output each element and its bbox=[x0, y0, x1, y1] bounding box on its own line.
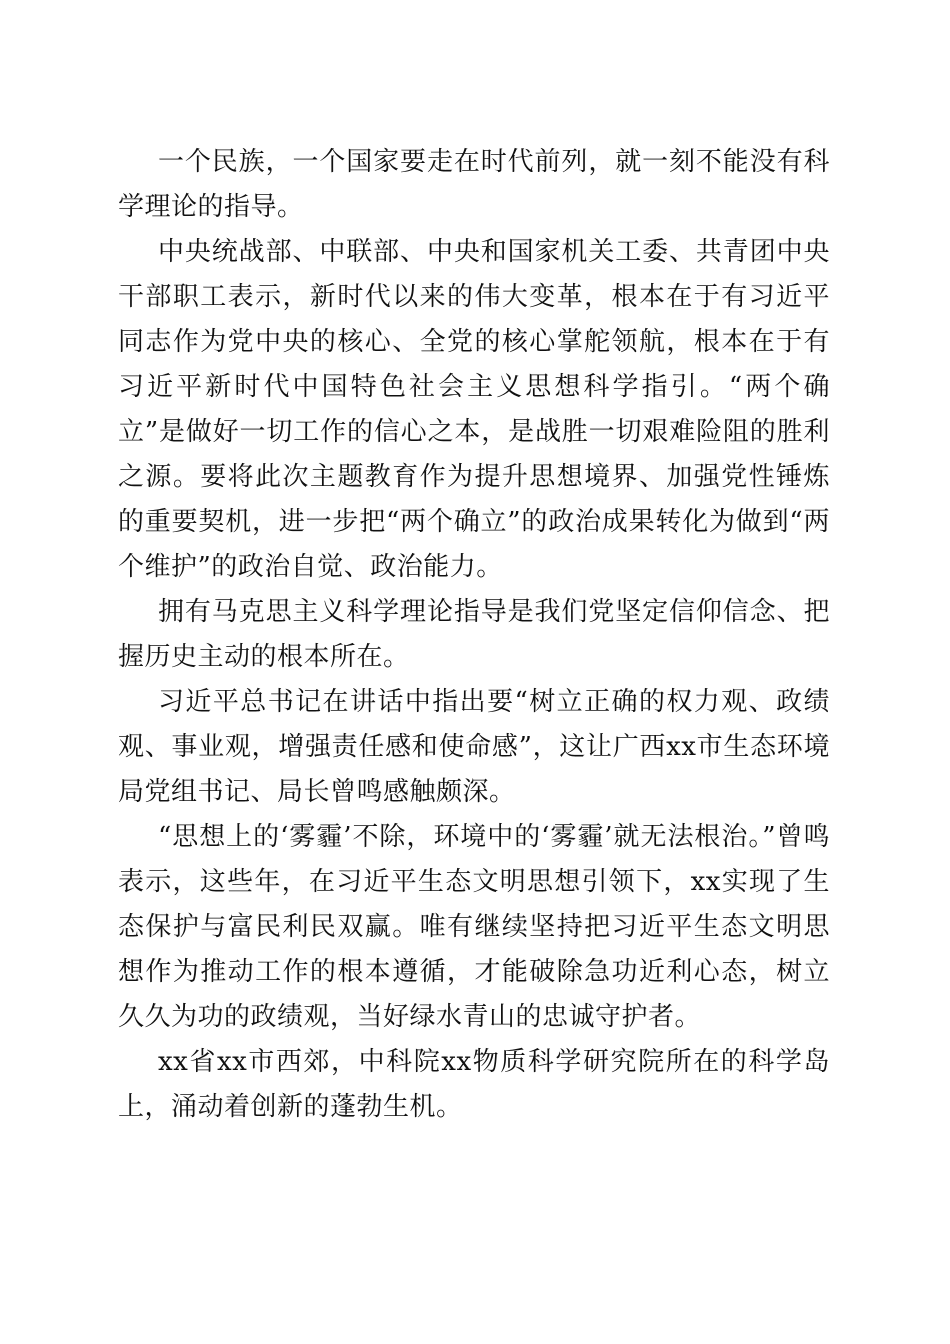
document-body bbox=[118, 140, 830, 1130]
paragraph-6: xx省xx市西郊，中科院xx物质科学研究院所在的科学岛上，涌动着创新的蓬勃生机。 bbox=[118, 1047, 830, 1122]
paragraph-5: “思想上的‘雾霾’不除，环境中的‘雾霾’就无法根治。”曾鸣表示，这些年，在习近平生态文明思想引领下，xx实现了生态保护与富民利民双赢。唯有继续坚持把习近平生态文明思想作为推动工作的根本遵循，才能破除急功近利心态，树立久久为功的政绩观，当好绿水青山的忠诚守护者。 bbox=[118, 822, 830, 1032]
paragraph-3: 拥有马克思主义科学理论指导是我们党坚定信仰信念、把握历史主动的根本所在。 bbox=[118, 597, 830, 672]
paragraph-1: 一个民族，一个国家要走在时代前列，就一刻不能没有科学理论的指导。 bbox=[118, 147, 830, 222]
paragraph-4: 习近平总书记在讲话中指出要“树立正确的权力观、政绩观、事业观，增强责任感和使命感”，这让广西xx市生态环境局党组书记、局长曾鸣感触颇深。 bbox=[118, 687, 830, 807]
paragraph-2: 中央统战部、中联部、中央和国家机关工委、共青团中央干部职工表示，新时代以来的伟大变革，根本在于有习近平同志作为党中央的核心、全党的核心掌舵领航，根本在于有习近平新时代中国特色社会主义思想科学指引。“两个确立”是做好一切工作的信心之本，是战胜一切艰难险阻的胜利之源。要将此次主题教育作为提升思想境界、加强党性锤炼的重要契机，进一步把“两个确立”的政治成果转化为做到“两个维护”的政治自觉、政治能力。 bbox=[118, 237, 830, 582]
